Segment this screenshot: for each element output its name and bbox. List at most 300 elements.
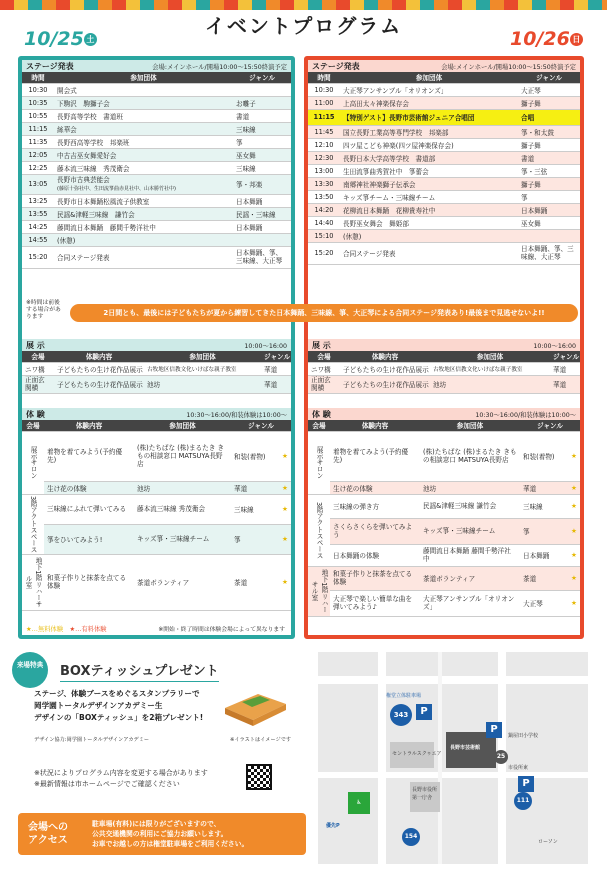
paid-legend: ★…有料体験	[69, 626, 107, 633]
day1-stage-table	[22, 72, 291, 269]
day1-exhibit-title: 展 示	[26, 340, 45, 350]
table-row	[22, 174, 291, 194]
genre-cell: 箏・和太鼓	[518, 125, 580, 138]
org-cell: 藤間流日本舞踊 藤間千勢洋社中	[420, 544, 520, 566]
genre-cell: 書道	[233, 109, 291, 122]
free-star-icon: ★	[568, 590, 580, 616]
parking-p-icon: P	[518, 776, 534, 792]
taiken-legend	[26, 624, 107, 633]
day2-stage-table	[308, 72, 580, 265]
org-cell: 上高田太々神楽保存会	[340, 96, 518, 109]
table-row	[22, 135, 291, 148]
content-cell: 三味線の弾き方	[330, 494, 420, 518]
access-line-3: お車でお越しの方は権堂駐車場をご利用ください。	[92, 840, 249, 848]
free-star-icon: ★	[568, 566, 580, 590]
genre-cell: 箏	[233, 135, 291, 148]
time-cell: 12:25	[22, 161, 54, 174]
org-cell: 【特別ゲスト】長野市芸術館ジュニア合唱団	[340, 109, 518, 125]
qr-code[interactable]	[246, 764, 272, 790]
day1-date-text: 10/25	[24, 28, 84, 50]
gift-line-2: 岡学園トータルデザインアカデミー生	[34, 701, 163, 710]
col-header: 体験内容	[340, 351, 430, 362]
org-cell: キッズ箏・三味線チーム	[134, 524, 231, 554]
time-cell: 10:30	[308, 83, 340, 96]
content-cell: 子どもたちの生け花作品展示	[54, 362, 144, 375]
time-cell: 11:00	[308, 96, 340, 109]
day1-stage-info: 会場:メインホール/開場10:00〜15:50終演予定	[152, 63, 287, 71]
parking-p-icon: P	[416, 704, 432, 720]
table-row	[308, 125, 580, 138]
access-line-2: 公共交通機関の利用にご協力お願いします。	[92, 830, 228, 838]
org-cell: 長野西高等学校 邦楽班	[54, 135, 233, 148]
genre-cell: 獅子舞	[518, 96, 580, 109]
time-cell: 13:05	[22, 174, 54, 194]
col-header: 会場	[308, 351, 340, 362]
genre-cell: 大正琴	[520, 590, 568, 616]
table-row	[22, 362, 291, 375]
day2-exhibit-section	[308, 339, 580, 394]
free-star-icon: ★	[279, 494, 291, 524]
table-row	[22, 207, 291, 220]
day1-taiken-title: 体 験	[26, 409, 45, 419]
org-cell: (株)たちばな (株)まるたき きもの相談窓口 MATSUYA長野店	[134, 431, 231, 481]
table-row	[22, 83, 291, 96]
table-row	[22, 233, 291, 246]
col-header: 体験内容	[330, 420, 420, 431]
genre-cell: 日本舞踊	[518, 203, 580, 216]
genre-cell: 箏・邦楽	[233, 174, 291, 194]
table-row	[22, 375, 291, 393]
table-row	[308, 151, 580, 164]
map-road	[318, 676, 588, 684]
venue-map[interactable]	[318, 652, 588, 864]
accessible-parking-icon: ♿	[348, 792, 370, 814]
org-cell: キッズ箏チーム・三味線チーム	[340, 190, 518, 203]
table-row	[308, 494, 580, 518]
genre-cell: 華道	[550, 362, 580, 375]
col-header: ジャンル	[520, 420, 580, 431]
table-row	[308, 590, 580, 616]
col-header: 参加団体	[340, 72, 518, 83]
genre-cell: 華道	[261, 362, 291, 375]
genre-cell: 華道	[550, 375, 580, 393]
table-row	[308, 177, 580, 190]
genre-cell: 日本舞踊、箏、三味線、大正琴	[518, 242, 580, 264]
time-cell: 14:25	[22, 220, 54, 233]
org-cell: 開会式	[54, 83, 233, 96]
genre-cell: 和装(着物)	[231, 431, 279, 481]
day2-date-text: 10/26	[510, 28, 570, 50]
org-cell: 藤本流三味線 秀茂衛会	[134, 494, 231, 524]
access-heading-1: 会場への	[28, 822, 68, 833]
content-cell: 生け花の体験	[330, 481, 420, 494]
time-cell: 15:20	[308, 242, 340, 264]
map-road	[378, 652, 386, 864]
day1-stage-title: ステージ発表	[26, 61, 74, 71]
day2-stage-info: 会場:メインホール/開場10:00〜15:50終演予定	[441, 63, 576, 71]
col-header: ジャンル	[550, 351, 580, 362]
col-header: 時間	[22, 72, 54, 83]
org-cell: 茶道ボランティア	[420, 566, 520, 590]
genre-cell: 箏	[518, 190, 580, 203]
content-cell: 大正琴で楽しい簡単な曲を弾いてみよう♪	[330, 590, 420, 616]
day1-taiken-header	[22, 408, 291, 420]
parking-25-icon: 25	[494, 750, 508, 764]
time-cell: 15:10	[308, 229, 340, 242]
gift-line-3: デザインの「BOXティッシュ」を2箱プレゼント!	[34, 713, 204, 722]
day1-exhibit-header	[22, 339, 291, 351]
content-cell: 三味線にふれて弾いてみる	[44, 494, 134, 524]
org-cell: 民謡&津軽三味線 謙竹会	[54, 207, 233, 220]
map-label-dept: 第一庁舎	[412, 795, 433, 801]
genre-cell	[233, 233, 291, 246]
time-cell: 13:50	[308, 190, 340, 203]
parking-343-icon: 343	[390, 704, 412, 726]
time-cell: 11:45	[308, 125, 340, 138]
parking-154-icon: 154	[402, 828, 420, 846]
gift-badge: 来場特典	[12, 652, 48, 688]
org-cell: 四ツ屋こども神楽(四ツ屋神楽保存会)	[340, 138, 518, 151]
org-cell: (休憩)	[340, 229, 518, 242]
table-row	[308, 203, 580, 216]
col-header: 参加団体	[430, 351, 550, 362]
genre-cell: 三味線	[231, 494, 279, 524]
table-row	[22, 148, 291, 161]
content-cell: 和菓子作りと抹茶を点てる体験	[330, 566, 420, 590]
table-row	[308, 190, 580, 203]
map-label-intersection: 市役所東	[508, 765, 529, 771]
map-label-store: ローソン	[538, 839, 558, 845]
col-header: ジャンル	[231, 420, 291, 431]
content-cell: 子どもたちの生け花作品展示	[340, 362, 430, 375]
map-label-school: 鍋屋田小学校	[508, 733, 539, 739]
table-row	[308, 375, 580, 393]
gift-line-1: ステージ、体験ブースをめぐるスタンプラリーで	[34, 689, 200, 698]
genre-cell: 日本舞踊	[520, 544, 568, 566]
content-cell: 箏をひいてみよう!	[44, 524, 134, 554]
content-cell: 日本舞踊の体験	[330, 544, 420, 566]
table-row	[308, 229, 580, 242]
table-row	[308, 362, 580, 375]
time-cell: 10:35	[22, 96, 54, 109]
page-title: イベントプログラム	[204, 14, 403, 38]
day2-dow: 日	[570, 33, 583, 46]
col-header: 参加団体	[420, 420, 520, 431]
free-star-icon: ★	[568, 494, 580, 518]
free-star-icon: ★	[279, 524, 291, 554]
org-cell: 藤本流三味線 秀茂衛会	[54, 161, 233, 174]
genre-cell: 三味線	[233, 161, 291, 174]
org-cell: 藤間流日本舞踊 藤間千勢洋社中	[54, 220, 233, 233]
org-cell: 中古吉巫女舞愛好会	[54, 148, 233, 161]
table-row	[308, 164, 580, 177]
time-cell: 14:40	[308, 216, 340, 229]
org-cell: 長野市日本舞踊松風流子供教室	[54, 194, 233, 207]
org-cell: 古牧地区信教文化いけばな親子教室	[144, 362, 261, 375]
time-cell: 14:55	[22, 233, 54, 246]
table-row	[22, 109, 291, 122]
genre-cell: 巫女舞	[233, 148, 291, 161]
access-body	[92, 819, 248, 849]
genre-cell: 日本舞踊、箏、三味線、大正琴	[233, 246, 291, 268]
time-cell: 13:25	[22, 194, 54, 207]
table-row	[22, 194, 291, 207]
table-row	[22, 481, 291, 494]
org-cell: 長野高等学校 書道班	[54, 109, 233, 122]
day1-date	[24, 28, 97, 50]
org-cell: 池坊	[134, 481, 231, 494]
org-cell: 大正琴アンサンブル「オリオンズ」	[420, 590, 520, 616]
genre-cell: お囃子	[233, 96, 291, 109]
map-hall-label: 長野市芸術館	[450, 745, 481, 751]
day2-taiken-header	[308, 408, 580, 420]
place-cell: 正面玄関横	[22, 375, 54, 393]
time-cell: 12:10	[308, 138, 340, 151]
access-box	[18, 813, 306, 855]
time-cell: 12:05	[22, 148, 54, 161]
place-cell: 地下1階リハーサル室	[308, 566, 330, 616]
genre-cell: 三味線	[233, 122, 291, 135]
content-cell: 生け花の体験	[44, 481, 134, 494]
col-header: 会場	[22, 351, 54, 362]
genre-cell: 茶道	[520, 566, 568, 590]
org-cell: 古牧地区信教文化いけばな親子教室	[430, 362, 550, 375]
col-header: ジャンル	[261, 351, 291, 362]
org-cell: 長野日本大学高等学校 書道部	[340, 151, 518, 164]
col-header: ジャンル	[518, 72, 580, 83]
day1-panel	[18, 56, 295, 639]
day1-taiken-section	[22, 408, 291, 611]
col-header: 参加団体	[144, 351, 261, 362]
org-cell: 国立長野工業高等専門学校 邦楽部	[340, 125, 518, 138]
finale-banner: 2日間とも、最後には子どもたちが夏から練習してきた日本舞踊、三味線、箏、大正琴による合同ステージ発表あり!最後まで見逃せないよ!!	[70, 304, 578, 322]
genre-cell: 日本舞踊	[233, 220, 291, 233]
access-heading	[28, 821, 68, 847]
table-row	[308, 481, 580, 494]
genre-cell: 合唱	[518, 109, 580, 125]
time-cell: 10:55	[22, 109, 54, 122]
genre-cell: 獅子舞	[518, 177, 580, 190]
day2-stage-header	[308, 60, 580, 72]
free-star-icon: ★	[568, 431, 580, 481]
place-cell: 正面玄関横	[308, 375, 340, 393]
genre-cell	[233, 83, 291, 96]
table-row	[22, 431, 291, 481]
place-cell: ニワ構	[22, 362, 54, 375]
table-row	[308, 518, 580, 544]
day1-exhibit-info: 10:00〜16:00	[244, 342, 287, 350]
day1-exhibit-table	[22, 351, 291, 394]
org-cell: 池坊	[420, 481, 520, 494]
org-cell: 大正琴アンサンブル「オリオンズ」	[340, 83, 518, 96]
col-header: 体験内容	[54, 351, 144, 362]
day2-stage-section	[308, 60, 580, 265]
free-legend: ★…無料体験	[26, 626, 64, 633]
org-cell: 下駒沢 駒獅子会	[54, 96, 233, 109]
day1-taiken-table	[22, 420, 291, 611]
col-header: ジャンル	[233, 72, 291, 83]
genre-cell: 箏・三弦	[518, 164, 580, 177]
time-cell: 13:30	[308, 177, 340, 190]
free-star-icon: ★	[568, 544, 580, 566]
gift-credit: デザイン協力:岡学園トータルデザインアカデミー	[34, 737, 150, 743]
content-cell: 着物を着てみよう(予約優先)	[330, 431, 420, 481]
org-cell: 民謡&津軽三味線 謙竹会	[420, 494, 520, 518]
day1-taiken-info: 10:30〜16:00/和装体験は10:00〜	[186, 411, 287, 419]
org-cell: 茶道ボランティア	[134, 554, 231, 610]
table-row	[308, 242, 580, 264]
org-name: 長野市古典芸能会	[57, 175, 110, 184]
table-row	[22, 122, 291, 135]
tissue-box-illustration	[220, 686, 290, 726]
genre-cell: 箏	[231, 524, 279, 554]
col-header: 参加団体	[54, 72, 233, 83]
org-cell: 南郷神社神楽獅子伝承会	[340, 177, 518, 190]
org-cell: キッズ箏・三味線チーム	[420, 518, 520, 544]
free-star-icon: ★	[279, 481, 291, 494]
genre-cell: 民謡・三味線	[233, 207, 291, 220]
note-2: ※最新情報は市ホームページでご確認ください	[34, 780, 180, 788]
gift-text	[34, 688, 203, 724]
time-cell: 13:55	[22, 207, 54, 220]
content-cell: 子どもたちの生け花作品展示	[340, 375, 430, 393]
decorative-flag-garland	[0, 0, 607, 10]
table-row	[22, 246, 291, 268]
place-cell: 3階アクトスペース	[308, 494, 330, 566]
map-road	[438, 652, 442, 864]
gift-image-note: ※イラストはイメージです	[230, 737, 292, 743]
content-cell: 子どもたちの生け花作品展示	[54, 375, 144, 393]
genre-cell: 箏	[520, 518, 568, 544]
org-members: (藤原十弥社中、生田流箏曲赤見社中、山本勝竹社中)	[57, 185, 176, 192]
org-cell: 合同ステージ発表	[340, 242, 518, 264]
place-cell: ニワ構	[308, 362, 340, 375]
time-cell: 12:30	[308, 151, 340, 164]
day2-stage-title: ステージ発表	[312, 61, 360, 71]
org-cell: 池坊	[144, 375, 261, 393]
org-cell: 花柳流日本舞踊 花柳貴寿社中	[340, 203, 518, 216]
genre-cell: 華道	[261, 375, 291, 393]
genre-cell	[518, 229, 580, 242]
day2-taiken-info: 10:30〜16:00/和装体験は10:00〜	[475, 411, 576, 419]
day1-exhibit-section	[22, 339, 291, 394]
time-cell: 13:00	[308, 164, 340, 177]
place-cell: 地下1階リハーサル室	[22, 554, 44, 610]
org-cell: 合同ステージ発表	[54, 246, 233, 268]
program-notes	[34, 768, 208, 790]
time-cell: 11:35	[22, 135, 54, 148]
table-row	[308, 566, 580, 590]
access-heading-2: アクセス	[28, 835, 68, 846]
table-row	[308, 431, 580, 481]
free-star-icon: ★	[568, 481, 580, 494]
org-cell: 長野巫女舞会 舞姫部	[340, 216, 518, 229]
map-priority-parking: 優先P	[326, 823, 340, 829]
table-row-special-guest	[308, 109, 580, 125]
table-row	[22, 96, 291, 109]
parking-111-icon: 111	[514, 792, 532, 810]
table-row	[308, 138, 580, 151]
day2-taiken-section	[308, 408, 580, 617]
place-cell: 3階アクトスペース	[22, 494, 44, 554]
org-cell	[54, 174, 233, 194]
day2-exhibit-info: 10:00〜16:00	[533, 342, 576, 350]
table-row	[22, 554, 291, 610]
gift-title: BOXティッシュプレゼント	[60, 660, 219, 682]
org-cell: (株)たちばな (株)まるたき きもの相談窓口 MATSUYA長野店	[420, 431, 520, 481]
org-cell: 絲華会	[54, 122, 233, 135]
time-note: ※時間は前後する場合があります	[26, 300, 61, 320]
content-cell: 着物を着てみよう(予約優先)	[44, 431, 134, 481]
genre-cell: 華道	[520, 481, 568, 494]
table-row	[22, 161, 291, 174]
time-cell: 15:20	[22, 246, 54, 268]
col-header: 体験内容	[44, 420, 134, 431]
day2-exhibit-header	[308, 339, 580, 351]
content-cell: さくらさくらを弾いてみよう	[330, 518, 420, 544]
day2-taiken-table	[308, 420, 580, 617]
day1-stage-header	[22, 60, 291, 72]
genre-cell: 大正琴	[518, 83, 580, 96]
map-road	[318, 772, 588, 778]
org-cell: 生田流箏曲秀賀社中 箏蕾会	[340, 164, 518, 177]
map-label-square: セントラルスクゥエア	[392, 751, 442, 757]
access-line-1: 駐車場(有料)には限りがございますので、	[92, 820, 221, 828]
genre-cell: 茶道	[231, 554, 279, 610]
day2-exhibit-title: 展 示	[312, 340, 331, 350]
genre-cell: 三味線	[520, 494, 568, 518]
time-cell: 10:30	[22, 83, 54, 96]
time-cell: 11:15	[22, 122, 54, 135]
note-1: ※状況によりプログラム内容を変更する場合があります	[34, 769, 208, 777]
day1-dow: 土	[84, 33, 97, 46]
org-cell: 池坊	[430, 375, 550, 393]
col-header: 参加団体	[134, 420, 231, 431]
time-cell: 11:15	[308, 109, 340, 125]
table-row	[22, 220, 291, 233]
day2-taiken-title: 体 験	[312, 409, 331, 419]
day1-stage-section	[22, 60, 291, 320]
table-row	[308, 544, 580, 566]
col-header: 会場	[22, 420, 44, 431]
col-header: 時間	[308, 72, 340, 83]
table-row	[308, 96, 580, 109]
genre-cell: 書道	[518, 151, 580, 164]
free-star-icon: ★	[279, 431, 291, 481]
free-star-icon: ★	[568, 518, 580, 544]
table-row	[308, 216, 580, 229]
day2-panel	[304, 56, 584, 639]
map-label-parking: 権堂立体駐車場	[386, 693, 422, 699]
day2-exhibit-table	[308, 351, 580, 394]
table-row	[22, 524, 291, 554]
table-row	[308, 83, 580, 96]
genre-cell: 獅子舞	[518, 138, 580, 151]
day2-date	[510, 28, 583, 50]
genre-cell: 華道	[231, 481, 279, 494]
content-cell: 和菓子作りと抹茶を点てる体験	[44, 554, 134, 610]
time-cell: 14:20	[308, 203, 340, 216]
time-varies-note: ※開始・終了時間は体験会場によって異なります	[158, 627, 285, 633]
col-header: 会場	[308, 420, 330, 431]
genre-cell: 日本舞踊	[233, 194, 291, 207]
genre-cell: 和装(着物)	[520, 431, 568, 481]
place-cell: 展示サロン	[308, 431, 330, 494]
org-cell: (休憩)	[54, 233, 233, 246]
genre-cell: 巫女舞	[518, 216, 580, 229]
table-row	[22, 494, 291, 524]
map-label-cityhall: 長野市役所	[412, 787, 438, 793]
